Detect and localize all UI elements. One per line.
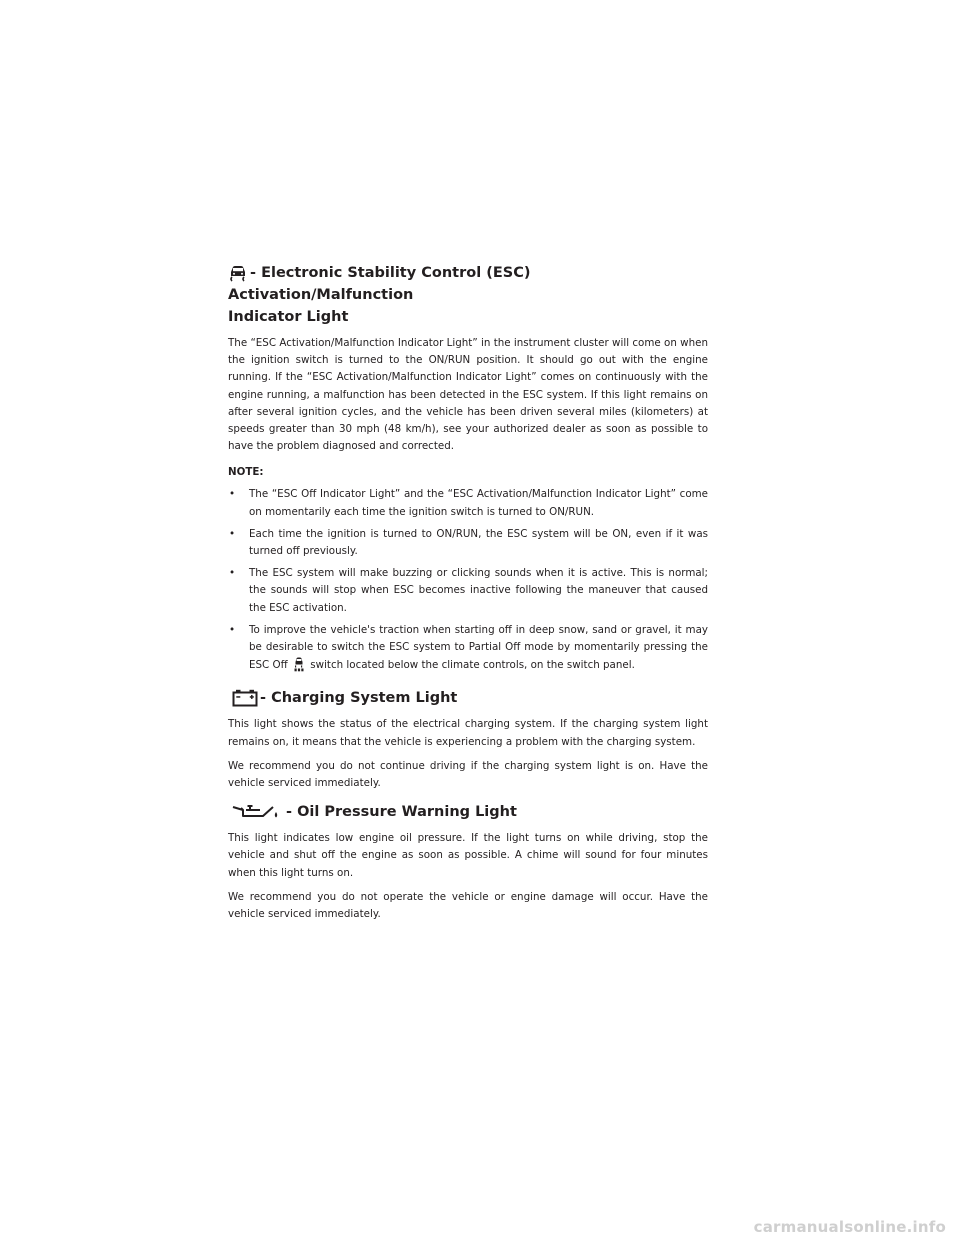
oil-section-heading [228,801,708,823]
list-item-text-after-icon: switch located below the climate controls, on the switch panel. [310,659,635,672]
esc-title-line2: Indicator Light [228,309,349,325]
bullet-mark: • [229,623,236,636]
oil-paragraph-1: This light indicates low engine oil pressure. If the light turns on while driving, stop the vehicle and shut off the engine as soon as possible. A chime will sound for four minutes when this light turns on. [228,832,708,879]
bullet-mark: • [229,488,236,501]
esc-skid-car-icon [228,264,248,282]
list-item-text: Each time the ignition is turned to ON/RUN, the ESC system will be ON, even if it was turned off previously. [249,527,708,558]
oil-can-icon [232,803,280,821]
list-item-text: To improve the vehicle's traction when starting off in deep snow, sand or gravel, it may be desirable to switch the ESC system to Partial Off mode by momentarily pressing the ESC Off [249,623,708,672]
note-label: NOTE: [228,466,264,479]
oil-paragraph-2: We recommend you do not operate the vehicle or engine damage will occur. Have the vehicle serviced immediately. [228,890,708,921]
charging-title: - Charging System Light [260,690,458,707]
battery-icon [232,689,258,707]
charging-paragraph-2: We recommend you do not continue driving if the charging system light is on. Have the vehicle serviced immediately. [228,759,708,790]
manual-page-content [228,262,708,923]
list-item [228,486,708,520]
charging-section-heading [228,687,708,709]
bullet-mark: • [229,567,236,580]
bullet-mark: • [229,527,236,540]
list-item [228,565,708,617]
site-watermark: carmanualsonline.info [753,1218,946,1236]
oil-title: - Oil Pressure Warning Light [286,804,517,821]
list-item [228,622,708,679]
charging-paragraph-1: This light shows the status of the electrical charging system. If the charging system light remains on, it means that the vehicle is experiencing a problem with the charging system. [228,718,708,748]
esc-note-list [228,486,708,678]
list-item [228,526,708,560]
esc-section-heading [228,262,708,328]
esc-off-switch-icon [293,656,305,678]
list-item-text: The “ESC Off Indicator Light” and the “ESC Activation/Malfunction Indicator Light” come on momentarily each time the ignition switch is turned to ON/RUN. [249,488,708,518]
esc-body-paragraph: The “ESC Activation/Malfunction Indicator Light” in the instrument cluster will come on when the ignition switch is turned to the ON/RUN position. It should go out with the engine running. If the “ESC Activation/Malfunction Indicator Light” comes on continuously with the engine running, a malfunction has been detected in the ESC system. If this light remains on after several ignition cycles, and the vehicle has been driven several miles (kilometers) at speeds greater than 30 mph (48 km/h), see your authorized dealer as soon as possible to have the problem diagnosed and corrected. [228,337,708,453]
list-item-text: The ESC system will make buzzing or clicking sounds when it is active. This is normal; the sounds will stop when ESC becomes inactive following the maneuver that caused the ESC activation. [249,567,708,614]
esc-title-line1: - Electronic Stability Control (ESC) Activation/Malfunction [228,265,531,303]
